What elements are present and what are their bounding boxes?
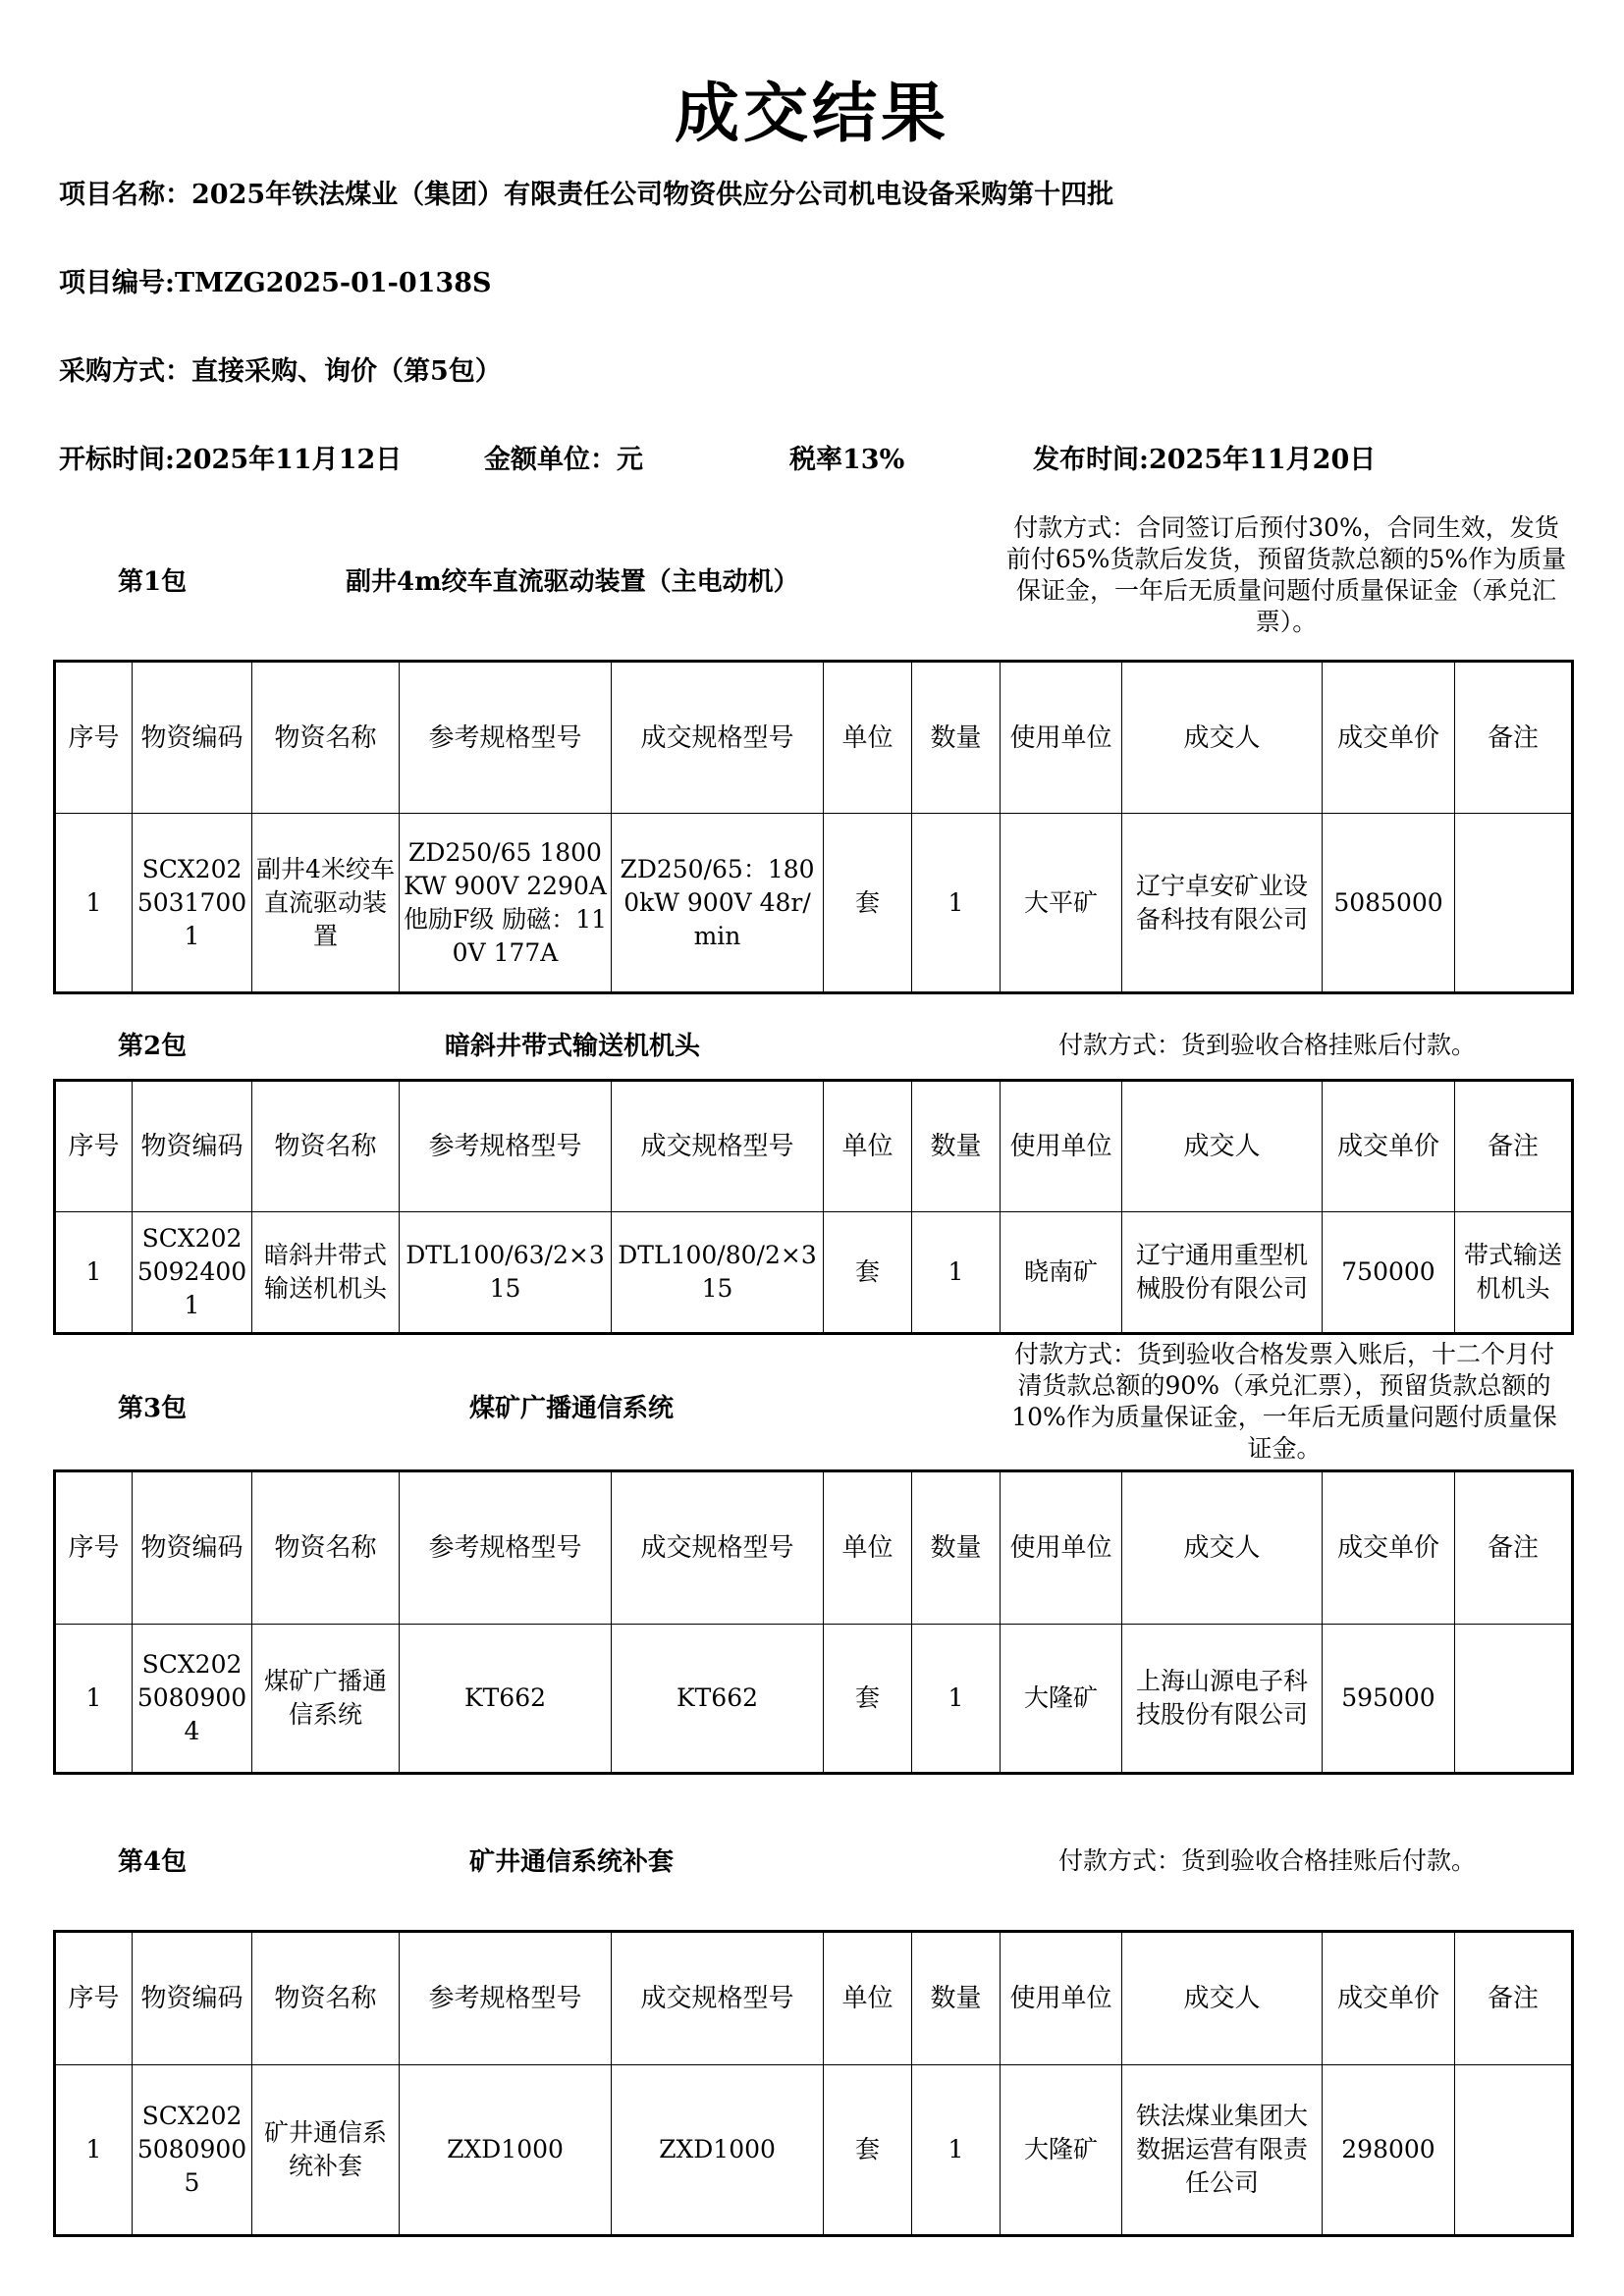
package-1-payment: 付款方式：合同签订后预付30%，合同生效，发货前付65%货款后发货，预留货款总额的5%作为质量保证金，一年后无质量问题付质量保证金（承兑汇票）。	[1005, 513, 1567, 636]
cell-quantity: 1	[912, 2065, 1001, 2236]
package-3-payment: 付款方式：货到验收合格发票入账后，十二个月付清货款总额的90%（承兑汇票），预留货款总额的10%作为质量保证金，一年后无质量问题付质量保证金。	[1011, 1340, 1557, 1463]
cell-ref-spec: KT662	[400, 1625, 612, 1774]
cell-ref-spec: ZD250/65 1800KW 900V 2290A他励F级 励磁：110V 177A	[400, 814, 612, 993]
column-header-user-unit: 使用单位	[1001, 1932, 1122, 2065]
column-header-unit-price: 成交单价	[1323, 1471, 1455, 1625]
package-1-table	[53, 660, 1574, 994]
cell-supplier: 上海山源电子科技股份有限公司	[1122, 1625, 1323, 1774]
package-3-table	[53, 1469, 1574, 1775]
column-header-material-name: 物资名称	[252, 1932, 400, 2065]
column-header-remark: 备注	[1455, 1932, 1573, 2065]
table-header-row	[55, 1932, 1573, 2065]
cell-unit: 套	[824, 2065, 912, 2236]
cell-seq: 1	[55, 2065, 133, 2236]
cell-quantity: 1	[912, 1212, 1001, 1334]
column-header-quantity: 数量	[912, 662, 1001, 814]
column-header-unit-price: 成交单价	[1323, 1932, 1455, 2065]
cell-quantity: 1	[912, 1625, 1001, 1774]
cell-unit: 套	[824, 1212, 912, 1334]
column-header-quantity: 数量	[912, 1471, 1001, 1625]
column-header-user-unit: 使用单位	[1001, 1081, 1122, 1212]
column-header-material-name: 物资名称	[252, 662, 400, 814]
cell-deal-spec: KT662	[612, 1625, 824, 1774]
column-header-unit-price: 成交单价	[1323, 662, 1455, 814]
cell-user-unit: 大隆矿	[1001, 2065, 1122, 2236]
cell-ref-spec: ZXD1000	[400, 2065, 612, 2236]
cell-material-code: SCX20250924001	[133, 1212, 252, 1334]
column-header-material-code: 物资编码	[133, 1471, 252, 1625]
column-header-material-code: 物资编码	[133, 1932, 252, 2065]
table-row	[55, 814, 1573, 993]
tax-rate: 税率13%	[789, 445, 905, 475]
open-time: 开标时间:2025年11月12日	[59, 445, 403, 475]
cell-remark	[1455, 814, 1573, 993]
cell-material-code: SCX20250809004	[133, 1625, 252, 1774]
cell-quantity: 1	[912, 814, 1001, 993]
cell-seq: 1	[55, 1625, 133, 1774]
column-header-unit-price: 成交单价	[1323, 1081, 1455, 1212]
table-row	[55, 1625, 1573, 1774]
project-number: 项目编号:TMZG2025-01-0138S	[59, 268, 492, 298]
cell-unit-price: 298000	[1323, 2065, 1455, 2236]
table-header-row	[55, 662, 1573, 814]
column-header-deal-spec: 成交规格型号	[612, 662, 824, 814]
cell-remark	[1455, 1625, 1573, 1774]
cell-remark	[1455, 2065, 1573, 2236]
table-row	[55, 1212, 1573, 1334]
column-header-remark: 备注	[1455, 1471, 1573, 1625]
amount-unit: 金额单位：元	[484, 445, 643, 475]
column-header-unit: 单位	[824, 1081, 912, 1212]
column-header-material-name: 物资名称	[252, 1471, 400, 1625]
cell-unit-price: 750000	[1323, 1212, 1455, 1334]
column-header-unit: 单位	[824, 662, 912, 814]
column-header-ref-spec: 参考规格型号	[400, 662, 612, 814]
package-3-name: 煤矿广播通信系统	[469, 1394, 675, 1423]
cell-remark: 带式输送机机头	[1455, 1212, 1573, 1334]
table-header-row	[55, 1081, 1573, 1212]
package-4-table	[53, 1930, 1574, 2237]
column-header-supplier: 成交人	[1122, 1471, 1323, 1625]
package-4-number: 第4包	[118, 1847, 188, 1877]
column-header-supplier: 成交人	[1122, 1932, 1323, 2065]
package-2-payment: 付款方式：货到验收合格挂账后付款。	[1058, 1031, 1477, 1059]
project-name: 项目名称：2025年铁法煤业（集团）有限责任公司物资供应分公司机电设备采购第十四批	[59, 180, 1114, 210]
column-header-unit: 单位	[824, 1471, 912, 1625]
purchase-method: 采购方式：直接采购、询价（第5包）	[59, 356, 502, 387]
cell-unit: 套	[824, 1625, 912, 1774]
publish-time: 发布时间:2025年11月20日	[1033, 445, 1377, 475]
column-header-material-code: 物资编码	[133, 1081, 252, 1212]
column-header-user-unit: 使用单位	[1001, 662, 1122, 814]
package-2-name: 暗斜井带式输送机机头	[445, 1032, 701, 1061]
cell-deal-spec: ZXD1000	[612, 2065, 824, 2236]
column-header-seq: 序号	[55, 1932, 133, 2065]
column-header-remark: 备注	[1455, 1081, 1573, 1212]
column-header-unit: 单位	[824, 1932, 912, 2065]
cell-supplier: 辽宁卓安矿业设备科技有限公司	[1122, 814, 1323, 993]
cell-material-name: 暗斜井带式输送机机头	[252, 1212, 400, 1334]
column-header-quantity: 数量	[912, 1932, 1001, 2065]
package-2-table	[53, 1079, 1574, 1335]
table-row	[55, 2065, 1573, 2236]
cell-material-name: 矿井通信系统补套	[252, 2065, 400, 2236]
column-header-deal-spec: 成交规格型号	[612, 1471, 824, 1625]
column-header-deal-spec: 成交规格型号	[612, 1081, 824, 1212]
column-header-material-code: 物资编码	[133, 662, 252, 814]
column-header-quantity: 数量	[912, 1081, 1001, 1212]
column-header-ref-spec: 参考规格型号	[400, 1932, 612, 2065]
cell-ref-spec: DTL100/63/2×315	[400, 1212, 612, 1334]
table-header-row	[55, 1471, 1573, 1625]
column-header-supplier: 成交人	[1122, 1081, 1323, 1212]
cell-unit-price: 595000	[1323, 1625, 1455, 1774]
cell-seq: 1	[55, 814, 133, 993]
column-header-material-name: 物资名称	[252, 1081, 400, 1212]
cell-unit: 套	[824, 814, 912, 993]
cell-deal-spec: ZD250/65：1800kW 900V 48r/min	[612, 814, 824, 993]
column-header-user-unit: 使用单位	[1001, 1471, 1122, 1625]
package-4-name: 矿井通信系统补套	[469, 1847, 675, 1877]
cell-material-name: 煤矿广播通信系统	[252, 1625, 400, 1774]
cell-supplier: 铁法煤业集团大数据运营有限责任公司	[1122, 2065, 1323, 2236]
cell-material-name: 副井4米绞车直流驱动装置	[252, 814, 400, 993]
column-header-ref-spec: 参考规格型号	[400, 1081, 612, 1212]
column-header-seq: 序号	[55, 1471, 133, 1625]
page-title: 成交结果	[675, 76, 949, 151]
cell-material-code: SCX20250317001	[133, 814, 252, 993]
package-1-name: 副井4m绞车直流驱动装置（主电动机）	[346, 567, 799, 597]
column-header-deal-spec: 成交规格型号	[612, 1932, 824, 2065]
cell-user-unit: 晓南矿	[1001, 1212, 1122, 1334]
column-header-ref-spec: 参考规格型号	[400, 1471, 612, 1625]
column-header-remark: 备注	[1455, 662, 1573, 814]
package-4-payment: 付款方式：货到验收合格挂账后付款。	[1058, 1846, 1477, 1875]
cell-deal-spec: DTL100/80/2×315	[612, 1212, 824, 1334]
column-header-seq: 序号	[55, 662, 133, 814]
cell-supplier: 辽宁通用重型机械股份有限公司	[1122, 1212, 1323, 1334]
cell-user-unit: 大隆矿	[1001, 1625, 1122, 1774]
cell-material-code: SCX20250809005	[133, 2065, 252, 2236]
package-3-number: 第3包	[118, 1394, 188, 1423]
cell-user-unit: 大平矿	[1001, 814, 1122, 993]
cell-unit-price: 5085000	[1323, 814, 1455, 993]
package-1-number: 第1包	[118, 567, 188, 597]
cell-seq: 1	[55, 1212, 133, 1334]
column-header-seq: 序号	[55, 1081, 133, 1212]
package-2-number: 第2包	[118, 1032, 188, 1061]
column-header-supplier: 成交人	[1122, 662, 1323, 814]
